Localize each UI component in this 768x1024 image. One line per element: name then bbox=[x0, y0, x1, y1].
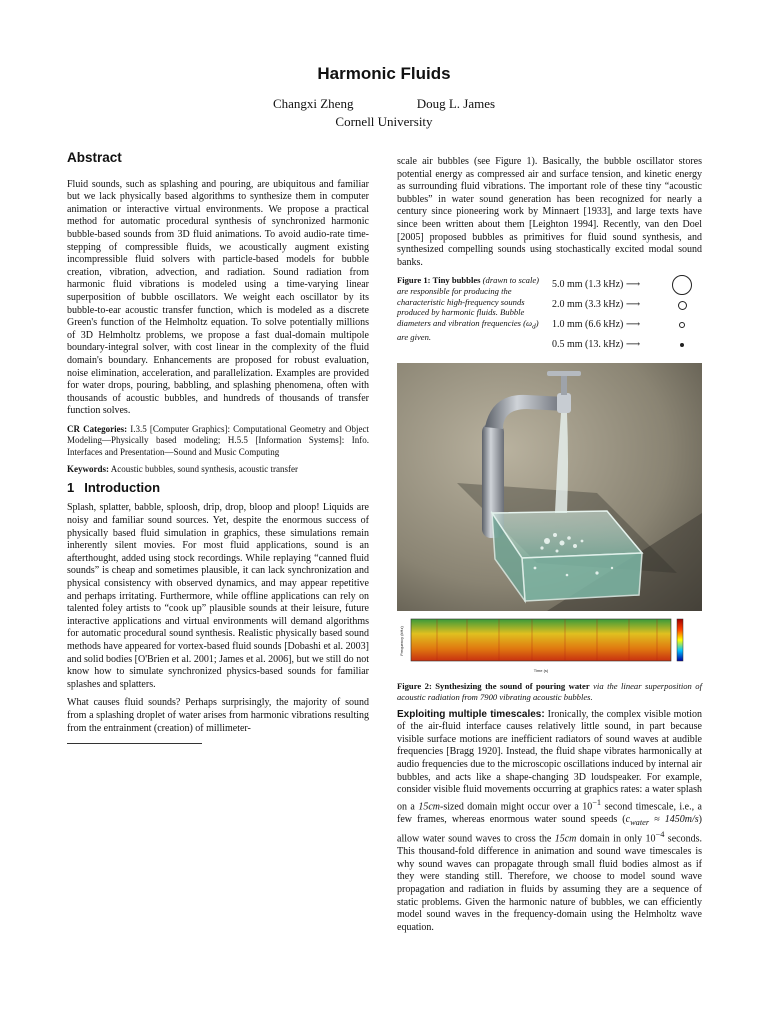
left-column bbox=[67, 150, 369, 744]
ts-math-5: 10 bbox=[645, 833, 656, 845]
authors bbox=[0, 96, 768, 112]
ts-math-1: 15cm bbox=[418, 801, 440, 813]
figure-1-text-end: ) are given. bbox=[397, 317, 539, 343]
ts-text-2: -sized domain might occur over a bbox=[439, 801, 583, 813]
ts-text-3: second timescale, i.e., a few frames, whereas enormous water sound speeds ( bbox=[397, 801, 702, 825]
timescales-paragraph bbox=[397, 709, 702, 935]
ts-math-3b: ≈ 1450m/s bbox=[649, 813, 699, 825]
timescales-heading: Exploiting multiple timescales: bbox=[397, 708, 545, 720]
cr-categories bbox=[67, 424, 369, 459]
bubble-row bbox=[552, 275, 702, 295]
ts-math-2-sup: −1 bbox=[592, 797, 602, 807]
faucet-handle-bar bbox=[547, 371, 581, 376]
intro-title: Introduction bbox=[84, 479, 161, 495]
right-column bbox=[397, 156, 702, 940]
cr-label: CR Categories: bbox=[67, 423, 128, 434]
spectrogram-plot bbox=[411, 619, 671, 661]
ts-text-6: seconds. This thousand-fold difference in animation and sound wave timescales is why sound waves can propagate through small fluid bodies almost as if they were standing still. Therefore, we choose to model sound wave propagation and radiation in fluids by assuming they are a sequence of static problems. Given the harmonic nature of bubbles, we can efficiently model sound waves in the frequency-domain using the Helmholtz wave equation. bbox=[397, 833, 702, 933]
ts-math-4: 15cm bbox=[554, 833, 577, 845]
abstract-body: Fluid sounds, such as splashing and pouring, are ubiquitous and familiar but we lack physically based algorithms to synthesize them in computer animation or interactive virtual environments. We propose a practical method for automatic procedural synthesis of synchronized harmonic bubble-based sounds from 3D fluid animations. To avoid audio-rate time-stepping of compressible fluids, we acoustically augment existing incompressible fluid solvers with particle-based models for bubble creation, vibration, advection, and radiation. Sound radiation from harmonic fluid vibrations is modeled using a time-varying linear superposition of bubble oscillators. We weight each oscillator by its bubble-to-ear acoustic transfer function, which is modeled as a discrete Green's function of the Helmholtz equation. To solve potentially millions of 3D Helmholtz problems, we propose a fast dual-domain multipole boundary-integral solver, with cost linear in the complexity of the fluid domain's boundary. Enhancements are proposed for robust evaluation, noise elimination, acceleration, and parallelization. Examples are provided for water drops, pouring, babbling, and splashing phenomena, often with thousands of acoustic bubbles, and hundreds of thousands of transfer function solves. bbox=[67, 178, 369, 417]
affiliation: Cornell University bbox=[335, 114, 433, 129]
keywords-text: Acoustic bubbles, sound synthesis, acoustic transfer bbox=[110, 464, 298, 475]
intro-paragraph-1: Splash, splatter, babble, sploosh, drip, drop, bloop and ploop! Liquids are noisy and familiar sound sources. Yet, despite the enormous success of physically based fluid simulation in graphics, these simulations remain inherently silent movies. For most fluid applications, sound is an afterthought, added using stock recordings. While replaying “canned fluid sounds” is cheap and sometimes plausible, it can lack synchronization and physical consistency with observed dynamics, and may appear repetitive and perhaps irritating. Furthermore, while offline applications can rely on talented foley artists to “cook up” plausible sounds at their leisure, future interactive applications and virtual environments will demand algorithms for automatic procedural sound synthesis. Realistic physically based sound methods have appeared for vortex-based fluid sounds [Dobashi et al. 2003] and solid bodies [O'Brien et al. 2001; James et al. 2006], but we still do not know how to simulate synchronized physics-based sounds for familiar splashes and splatters. bbox=[67, 502, 369, 690]
bubble-row bbox=[552, 315, 702, 335]
faucet-spout bbox=[557, 393, 571, 413]
pouring-water-render bbox=[397, 363, 702, 611]
author-1: Changxi Zheng bbox=[272, 96, 354, 111]
abstract-heading: Abstract bbox=[67, 150, 122, 165]
ts-text-4: ) allow water sound waves to cross the bbox=[397, 813, 702, 845]
figure-2-caption bbox=[397, 681, 702, 702]
ts-math-5-sup: −4 bbox=[655, 830, 665, 840]
figure-2-label: Figure 2: bbox=[397, 681, 432, 692]
bubble-circle-0-5mm bbox=[680, 343, 684, 347]
cr-text: I.3.5 [Computer Graphics]: Computational Geometry and Object Modeling—Physically based modeling; H.5.5 [Information Systems]: Info. Interfaces and Presentation—Sound and Music Computing bbox=[67, 423, 370, 457]
bubble-circle-2mm bbox=[678, 301, 687, 310]
ts-math-2: 10 bbox=[582, 801, 593, 813]
glass-tank-front bbox=[522, 553, 642, 601]
bubble-row bbox=[552, 335, 702, 355]
paper-title: Harmonic Fluids bbox=[317, 64, 451, 83]
ts-text-5: domain in only bbox=[576, 833, 646, 845]
author-2: Doug L. James bbox=[416, 96, 496, 111]
intro-number: 1 bbox=[67, 479, 75, 495]
spectrogram-xlabel: Time (s) bbox=[533, 668, 549, 674]
bubble-circle-1mm bbox=[679, 322, 685, 328]
figure-1-text: (drawn to scale) are responsible for producing the characteristic high-frequency sounds produced by harmonic fluids. Bubble diameters and vibration frequencies (ω bbox=[397, 275, 540, 328]
figure-1-bold: Tiny bubbles bbox=[432, 275, 481, 286]
faucet-handle bbox=[561, 373, 567, 395]
bubble-label: 1.0 mm (6.6 kHz) ⟶ bbox=[552, 319, 641, 331]
keywords-label: Keywords: bbox=[67, 464, 109, 475]
bubble-list bbox=[552, 275, 702, 355]
spectrogram bbox=[397, 615, 702, 675]
bubble-label: 2.0 mm (3.3 kHz) ⟶ bbox=[552, 299, 641, 311]
figure-2-text: via the linear superposition of acoustic radiation from 7900 vibrating acoustic bubbles. bbox=[397, 681, 702, 702]
figure-1 bbox=[397, 275, 702, 355]
bubble-label: 0.5 mm (13. kHz) ⟶ bbox=[552, 339, 641, 351]
intro-paragraph-2: What causes fluid sounds? Perhaps surprisingly, the majority of sound from a splashing droplet of water arises from harmonic vibrations resulting from the entrainment (creation) of millimeter- bbox=[67, 697, 369, 734]
bubble-circle-5mm bbox=[672, 275, 692, 295]
bubble-label: 5.0 mm (1.3 kHz) ⟶ bbox=[552, 279, 641, 291]
figure-1-label: Figure 1: bbox=[397, 275, 431, 286]
ts-math-3-sub: water bbox=[630, 817, 650, 827]
bubble-row bbox=[552, 295, 702, 315]
figure-1-caption bbox=[397, 275, 542, 355]
intro-heading bbox=[67, 479, 369, 495]
footnote-rule bbox=[67, 743, 202, 744]
figure-1-subscript: d bbox=[532, 322, 536, 331]
colorbar bbox=[677, 619, 683, 661]
ts-text-1: Ironically, the complex visible motion of the air-fluid interface causes relatively little sound, in part because visible surface motions are inefficient radiators of sound waves at audible frequencies [Bragg 1920]. Instead, the fluid shape vibrates harmonically at audio frequencies due to the microscopic oscillations induced by internal air bubbles, and acts like a shape-changing 3D loudspeaker. For example, consider visible fluid movements occurring at graphics rates: a water splash on a bbox=[397, 708, 703, 813]
ts-math-3: c bbox=[625, 813, 631, 825]
right-paragraph-1: scale air bubbles (see Figure 1). Basically, the bubble oscillator stores potential energy as compressed air and surface tension, and kinetic energy as surrounding fluid vibrations. The important role of these tiny “acoustic bubbles” in water sound generation has been recognized for nearly a century since pioneering work by Minnaert [1933], and large texts have since been written about them [Leighton 1994]. Recently, van den Doel [2005] proposed bubbles as primitives for fluid sound synthesis, and synthesized compelling sounds using stochastically excited modal sound banks. bbox=[397, 156, 702, 268]
spectrogram-ylabel: Frequency (kHz) bbox=[399, 626, 404, 657]
figure-2-bold: Synthesizing the sound of pouring water bbox=[435, 681, 590, 692]
keywords bbox=[67, 464, 369, 476]
